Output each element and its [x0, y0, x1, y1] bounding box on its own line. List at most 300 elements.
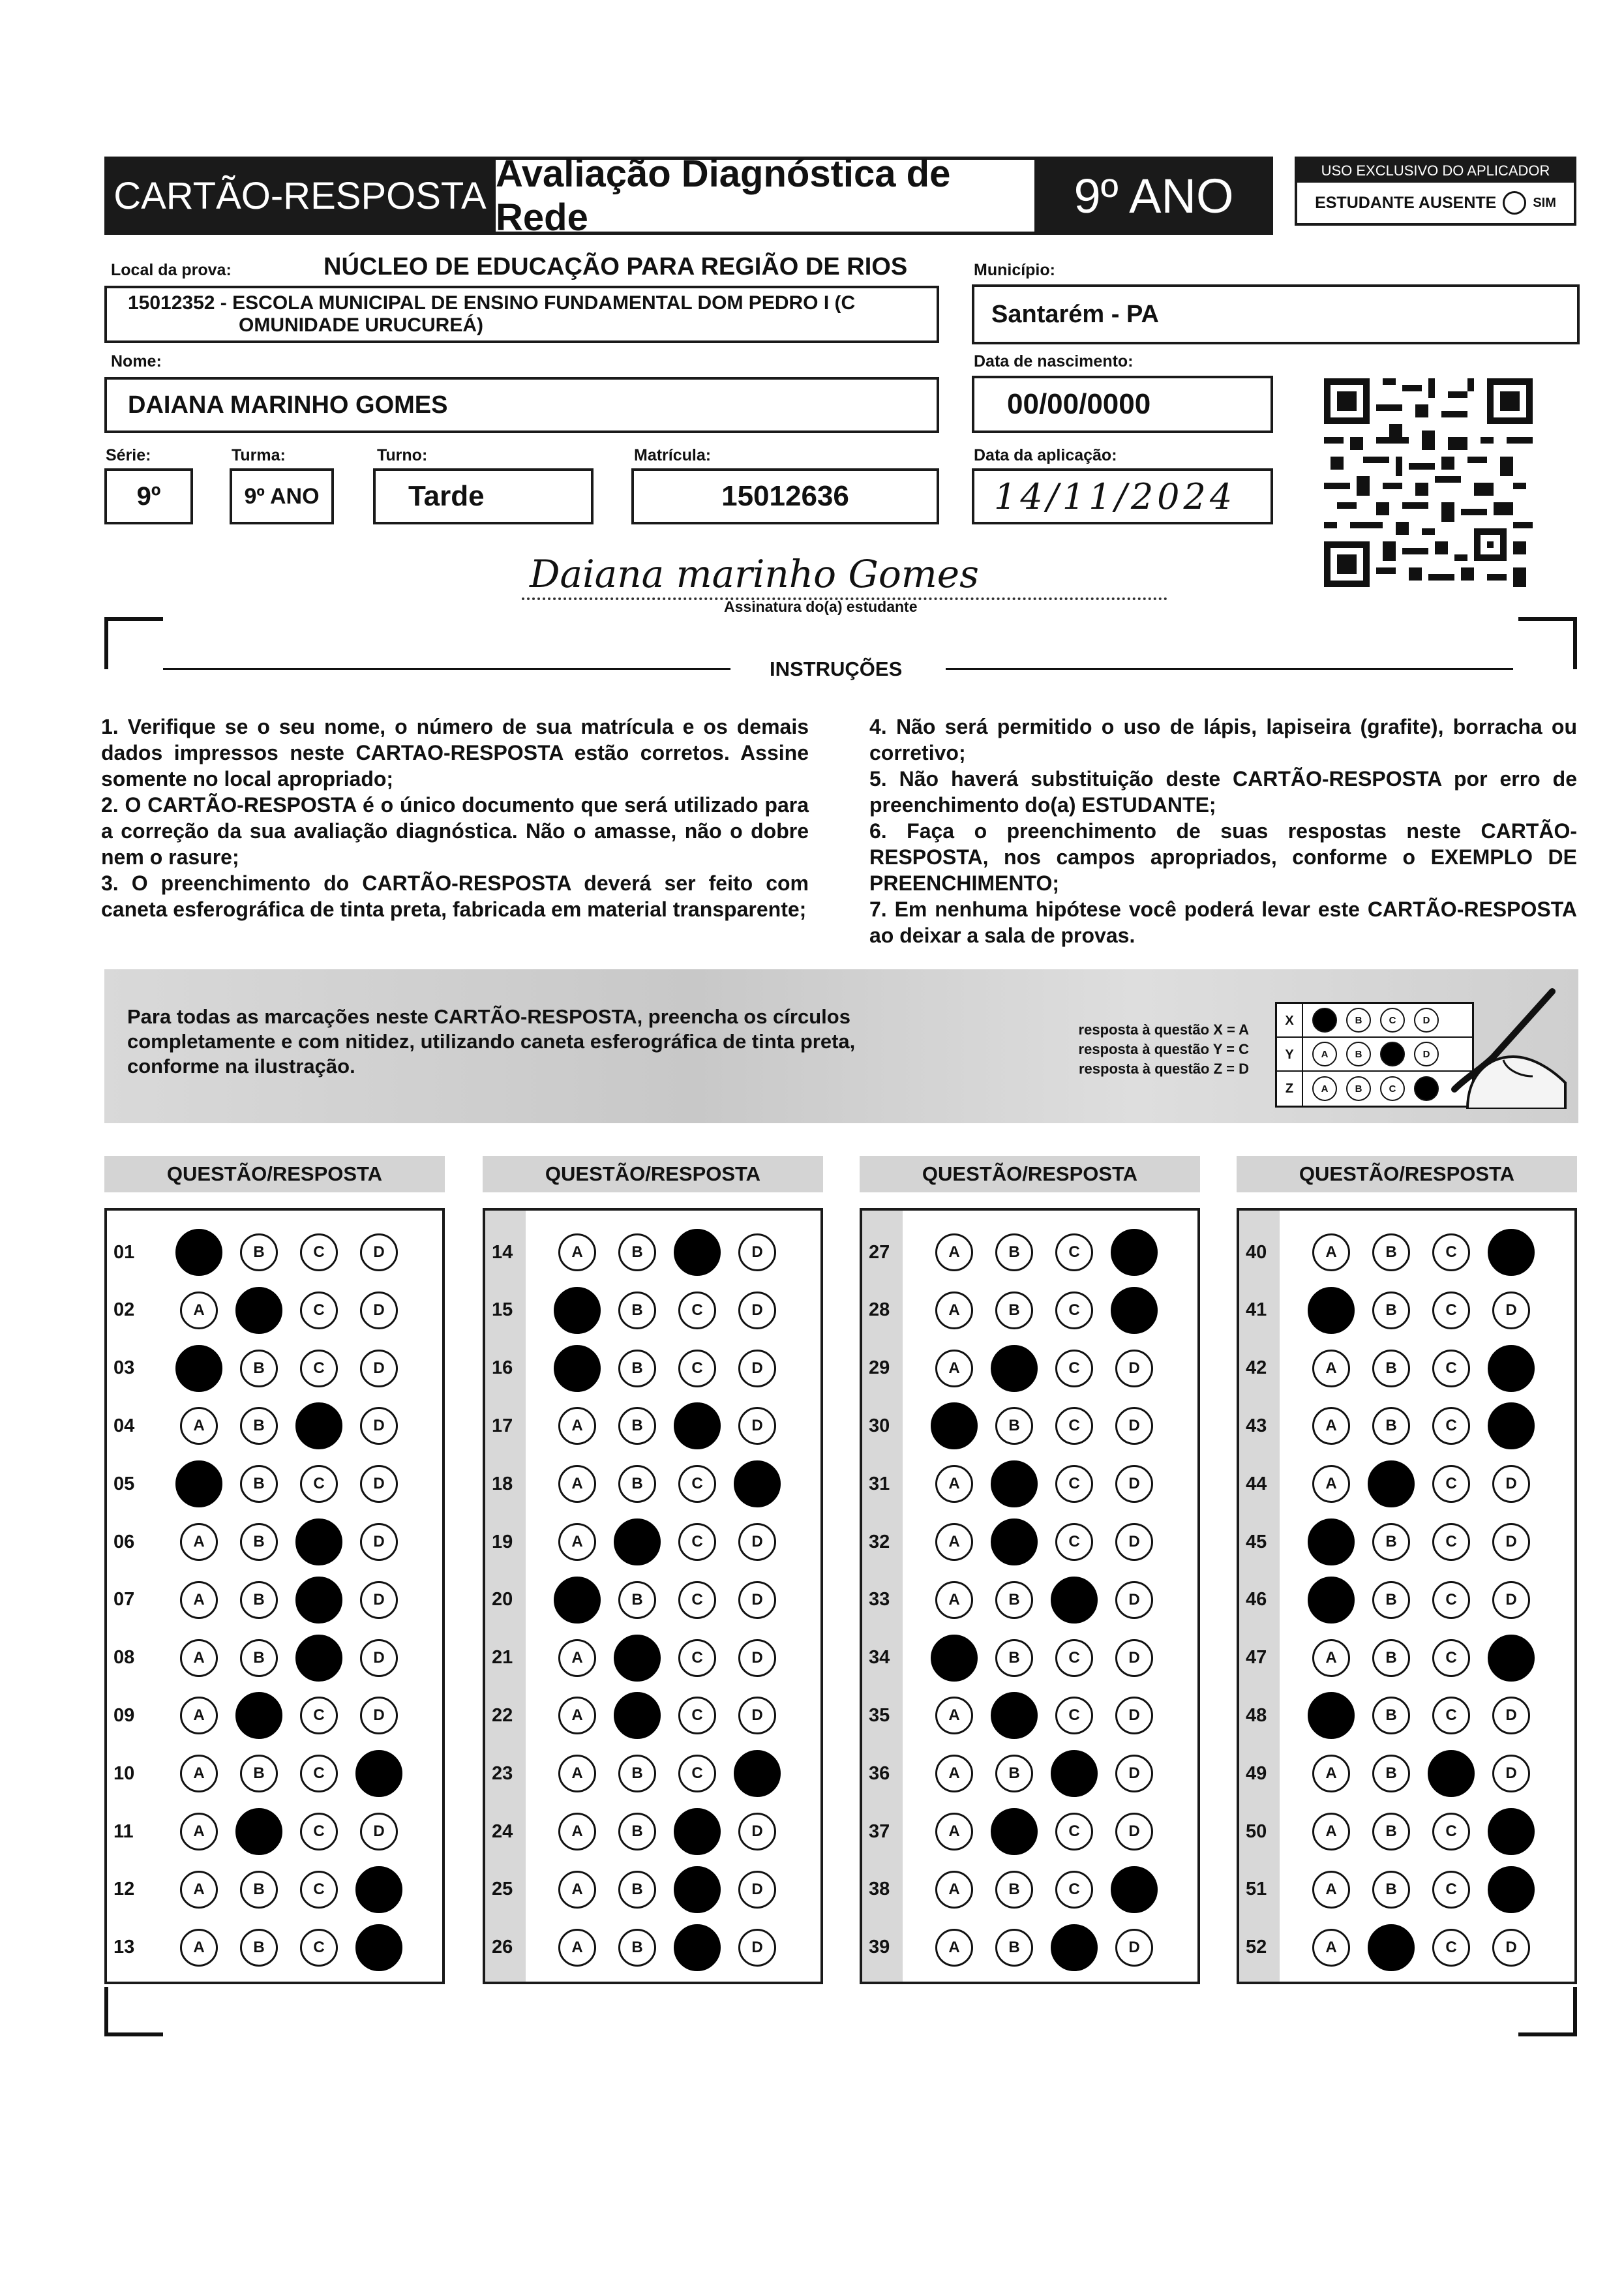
answer-bubble-b[interactable]: B [1372, 1581, 1410, 1619]
answer-bubble-a[interactable]: A [558, 1523, 596, 1561]
answer-bubble-d[interactable]: D [1115, 1407, 1153, 1445]
absent-label: ESTUDANTE AUSENTE [1315, 193, 1497, 212]
answer-bubble-c[interactable]: C [300, 1929, 338, 1967]
answer-bubble-c[interactable]: C [1432, 1639, 1470, 1677]
answer-bubble-b[interactable]: B [995, 1233, 1033, 1271]
answer-bubble-a[interactable] [554, 1287, 601, 1334]
answer-bubble-a[interactable]: A [558, 1697, 596, 1734]
question-number: 06 [113, 1531, 135, 1552]
answer-bubble-d[interactable] [1488, 1345, 1535, 1392]
answer-bubble-b[interactable] [991, 1518, 1038, 1565]
example-line-y: resposta à questão Y = C [1078, 1041, 1249, 1057]
answer-bubble-a[interactable]: A [935, 1581, 973, 1619]
answer-bubble-d[interactable]: D [738, 1813, 776, 1850]
example-line-x: resposta à questão X = A [1078, 1021, 1249, 1038]
answer-bubble-d[interactable]: D [1492, 1929, 1530, 1967]
answer-bubble-d[interactable]: D [1492, 1523, 1530, 1561]
corner-mark-br-v [1573, 1987, 1577, 2036]
answer-bubble-b[interactable]: B [240, 1523, 278, 1561]
question-number: 13 [113, 1937, 135, 1958]
answer-bubble-a[interactable]: A [180, 1755, 218, 1792]
question-number: 32 [869, 1531, 890, 1552]
answer-bubble-c[interactable]: C [300, 1350, 338, 1387]
answer-bubble-c[interactable]: C [1432, 1871, 1470, 1909]
answer-bubble-c[interactable]: C [678, 1350, 716, 1387]
question-row [485, 1233, 798, 1272]
answer-bubble-d[interactable]: D [738, 1871, 776, 1909]
question-number: 12 [113, 1879, 135, 1900]
answer-bubble-c[interactable]: C [1055, 1639, 1093, 1677]
answer-bubble-c[interactable]: C [300, 1813, 338, 1850]
answer-bubble-b[interactable] [991, 1692, 1038, 1739]
answer-bubble-a[interactable]: A [1312, 1233, 1350, 1271]
answer-bubble-a[interactable] [931, 1635, 978, 1682]
answer-bubble-b[interactable] [235, 1808, 282, 1855]
answer-bubble-d[interactable]: D [1492, 1755, 1530, 1792]
answer-bubble-d[interactable] [1111, 1229, 1158, 1276]
signature-label: Assinatura do(a) estudante [724, 598, 918, 615]
question-number: 05 [113, 1473, 135, 1494]
answer-bubble-a[interactable]: A [558, 1639, 596, 1677]
answer-bubble-b[interactable]: B [618, 1581, 656, 1619]
question-number: 34 [869, 1647, 890, 1669]
answer-bubble-d[interactable]: D [1115, 1581, 1153, 1619]
answer-bubble-c[interactable]: C [1055, 1523, 1093, 1561]
answer-bubble-d[interactable] [1488, 1229, 1535, 1276]
answer-bubble-c[interactable] [674, 1229, 721, 1276]
answer-bubble-c[interactable]: C [678, 1639, 716, 1677]
answer-bubble-a[interactable] [1308, 1577, 1355, 1624]
answer-bubble-b[interactable]: B [618, 1292, 656, 1329]
answer-column [1237, 1208, 1577, 1984]
answer-bubble-d[interactable]: D [360, 1697, 398, 1734]
instructions-right [869, 714, 1577, 948]
answer-bubble-a[interactable]: A [1312, 1639, 1350, 1677]
question-row [1239, 1349, 1552, 1388]
absent-checkbox[interactable] [1503, 191, 1526, 215]
question-row [1239, 1928, 1552, 1967]
question-row [862, 1291, 1175, 1330]
question-row [1239, 1870, 1552, 1909]
answer-bubble-b[interactable]: B [240, 1407, 278, 1445]
answer-bubble-c[interactable]: C [1432, 1581, 1470, 1619]
example-bubble: C [1380, 1008, 1405, 1033]
question-row [107, 1928, 420, 1967]
answer-bubble-d[interactable]: D [1115, 1697, 1153, 1734]
answer-bubble-b[interactable]: B [618, 1233, 656, 1271]
nascimento-value: 00/00/0000 [1007, 388, 1151, 420]
question-number: 46 [1246, 1589, 1267, 1610]
question-row [862, 1928, 1175, 1967]
answer-bubble-c[interactable]: C [1055, 1407, 1093, 1445]
answer-bubble-b[interactable]: B [995, 1929, 1033, 1967]
answer-bubble-b[interactable]: B [1372, 1523, 1410, 1561]
answer-bubble-c[interactable]: C [678, 1697, 716, 1734]
question-row [862, 1696, 1175, 1735]
answer-bubble-a[interactable]: A [935, 1871, 973, 1909]
answer-bubble-c[interactable]: C [300, 1465, 338, 1503]
instruction-5: 5. Não haverá substituição deste CARTÃO-RESPOSTA por erro de preenchimento do(a) ESTUDANTE; [869, 767, 1577, 817]
question-number: 19 [492, 1531, 513, 1552]
answer-bubble-a[interactable]: A [935, 1465, 973, 1503]
answer-bubble-a[interactable] [1308, 1692, 1355, 1739]
answer-bubble-d[interactable]: D [1115, 1523, 1153, 1561]
answer-bubble-b[interactable] [1368, 1924, 1415, 1971]
answer-bubble-d[interactable]: D [738, 1523, 776, 1561]
question-row [862, 1754, 1175, 1793]
answer-bubble-d[interactable] [1111, 1866, 1158, 1913]
answer-bubble-a[interactable]: A [558, 1407, 596, 1445]
answer-bubble-d[interactable]: D [360, 1639, 398, 1677]
answer-bubble-c[interactable] [295, 1577, 342, 1624]
answer-bubble-b[interactable] [991, 1345, 1038, 1392]
answer-bubble-d[interactable]: D [738, 1697, 776, 1734]
answer-bubble-d[interactable]: D [360, 1407, 398, 1445]
answer-bubble-c[interactable]: C [300, 1755, 338, 1792]
aplicacao-value: 14/11/2024 [994, 476, 1237, 517]
answer-bubble-b[interactable] [614, 1518, 661, 1565]
answer-bubble-d[interactable]: D [1492, 1465, 1530, 1503]
answer-bubble-d[interactable]: D [1492, 1292, 1530, 1329]
answer-bubble-b[interactable]: B [995, 1292, 1033, 1329]
example-label: Z [1277, 1072, 1303, 1106]
answer-bubble-c[interactable]: C [1055, 1350, 1093, 1387]
question-row [1239, 1639, 1552, 1678]
answer-bubble-d[interactable] [1111, 1287, 1158, 1334]
question-row [1239, 1233, 1552, 1272]
question-number: 31 [869, 1473, 890, 1494]
answer-bubble-a[interactable]: A [1312, 1465, 1350, 1503]
answer-bubble-d[interactable]: D [1492, 1697, 1530, 1734]
answer-bubble-a[interactable]: A [1312, 1755, 1350, 1792]
municipio-value: Santarém - PA [991, 300, 1159, 328]
school-line-1: 15012352 - ESCOLA MUNICIPAL DE ENSINO FUNDAMENTAL DOM PEDRO I (C [128, 292, 856, 314]
answer-bubble-c[interactable] [674, 1402, 721, 1449]
banner-examples-text [1034, 1020, 1249, 1079]
answer-bubble-c[interactable]: C [1432, 1292, 1470, 1329]
question-row [862, 1522, 1175, 1562]
question-number: 07 [113, 1589, 135, 1610]
answer-bubble-b[interactable]: B [618, 1350, 656, 1387]
answer-bubble-a[interactable]: A [935, 1929, 973, 1967]
answer-bubble-c[interactable]: C [300, 1292, 338, 1329]
answer-bubble-a[interactable]: A [180, 1813, 218, 1850]
answer-bubble-c[interactable]: C [300, 1697, 338, 1734]
card-label: CARTÃO-RESPOSTA [104, 157, 496, 235]
question-number: 48 [1246, 1704, 1267, 1726]
answer-bubble-d[interactable] [1488, 1808, 1535, 1855]
answer-bubble-b[interactable] [614, 1635, 661, 1682]
answer-bubble-d[interactable] [734, 1460, 781, 1507]
answer-bubble-a[interactable]: A [558, 1465, 596, 1503]
answer-column [860, 1208, 1200, 1984]
answer-bubble-a[interactable]: A [935, 1755, 973, 1792]
answer-bubble-d[interactable]: D [1492, 1581, 1530, 1619]
answer-bubble-b[interactable] [991, 1460, 1038, 1507]
answer-bubble-b[interactable]: B [1372, 1407, 1410, 1445]
answer-bubble-b[interactable]: B [240, 1350, 278, 1387]
answer-bubble-c[interactable]: C [300, 1871, 338, 1909]
answer-bubble-c[interactable]: C [1432, 1929, 1470, 1967]
answer-bubble-b[interactable]: B [618, 1465, 656, 1503]
answer-bubble-c[interactable] [674, 1866, 721, 1913]
turma-value: 9º ANO [244, 483, 320, 509]
answer-bubble-c[interactable]: C [1055, 1697, 1093, 1734]
answer-bubble-a[interactable]: A [558, 1233, 596, 1271]
answer-bubble-b[interactable]: B [995, 1407, 1033, 1445]
question-row [485, 1812, 798, 1851]
answer-bubble-d[interactable]: D [1115, 1929, 1153, 1967]
answer-bubble-a[interactable]: A [180, 1871, 218, 1909]
answer-bubble-c[interactable] [1051, 1924, 1098, 1971]
answer-bubble-d[interactable] [355, 1750, 402, 1797]
example-label: X [1277, 1004, 1303, 1036]
answer-bubble-c[interactable] [1428, 1750, 1475, 1797]
answer-bubble-a[interactable]: A [935, 1233, 973, 1271]
answer-bubble-a[interactable]: A [180, 1523, 218, 1561]
answer-bubble-d[interactable]: D [360, 1292, 398, 1329]
question-number: 40 [1246, 1241, 1267, 1263]
question-number: 44 [1246, 1473, 1267, 1494]
answer-bubble-c[interactable] [1051, 1750, 1098, 1797]
question-row [107, 1233, 420, 1272]
question-row [485, 1639, 798, 1678]
answer-bubble-d[interactable] [1488, 1866, 1535, 1913]
answer-bubble-c[interactable]: C [1055, 1233, 1093, 1271]
answer-bubble-c[interactable]: C [1432, 1697, 1470, 1734]
question-number: 04 [113, 1415, 135, 1436]
answer-bubble-c[interactable]: C [1432, 1407, 1470, 1445]
answer-bubble-c[interactable]: C [678, 1292, 716, 1329]
answer-bubble-b[interactable]: B [240, 1639, 278, 1677]
answer-bubble-c[interactable]: C [1432, 1233, 1470, 1271]
signature[interactable]: Daiana marinho Gomes [530, 552, 979, 596]
answer-bubble-c[interactable] [674, 1924, 721, 1971]
answer-bubble-a[interactable] [1308, 1287, 1355, 1334]
instruction-4: 4. Não será permitido o uso de lápis, lapiseira (grafite), borracha ou corretivo; [869, 715, 1577, 764]
question-number: 03 [113, 1357, 135, 1379]
answer-bubble-a[interactable] [554, 1577, 601, 1624]
question-number: 43 [1246, 1415, 1267, 1436]
question-row [485, 1754, 798, 1793]
answer-bubble-b[interactable]: B [618, 1929, 656, 1967]
answer-bubble-d[interactable]: D [738, 1929, 776, 1967]
answer-bubble-a[interactable]: A [180, 1929, 218, 1967]
column-header: QUESTÃO/RESPOSTA [860, 1156, 1200, 1192]
question-number: 08 [113, 1647, 135, 1669]
answer-bubble-b[interactable]: B [1372, 1292, 1410, 1329]
answer-bubble-d[interactable]: D [1115, 1465, 1153, 1503]
answer-bubble-a[interactable]: A [935, 1813, 973, 1850]
answer-bubble-c[interactable]: C [1432, 1350, 1470, 1387]
answer-bubble-a[interactable]: A [1312, 1871, 1350, 1909]
answer-bubble-a[interactable]: A [558, 1813, 596, 1850]
answer-bubble-a[interactable]: A [558, 1929, 596, 1967]
answer-bubble-d[interactable] [1488, 1402, 1535, 1449]
answer-bubble-b[interactable]: B [1372, 1697, 1410, 1734]
answer-bubble-b[interactable] [1368, 1460, 1415, 1507]
question-row [107, 1291, 420, 1330]
example-bubble: D [1414, 1008, 1439, 1033]
answer-bubble-c[interactable]: C [678, 1523, 716, 1561]
answer-bubble-d[interactable]: D [1115, 1639, 1153, 1677]
answer-bubble-b[interactable] [614, 1692, 661, 1739]
answer-bubble-c[interactable]: C [300, 1233, 338, 1271]
example-label: Y [1277, 1038, 1303, 1070]
turma-field [230, 468, 334, 524]
answer-bubble-c[interactable]: C [678, 1465, 716, 1503]
answer-bubble-d[interactable]: D [1115, 1350, 1153, 1387]
column-header: QUESTÃO/RESPOSTA [483, 1156, 823, 1192]
answer-bubble-c[interactable]: C [1055, 1813, 1093, 1850]
answer-bubble-d[interactable] [734, 1750, 781, 1797]
question-number: 39 [869, 1937, 890, 1958]
answer-bubble-a[interactable]: A [558, 1755, 596, 1792]
answer-bubble-d[interactable]: D [738, 1233, 776, 1271]
answer-bubble-a[interactable] [175, 1460, 222, 1507]
answer-bubble-b[interactable]: B [240, 1465, 278, 1503]
answer-bubble-b[interactable]: B [995, 1639, 1033, 1677]
answer-bubble-d[interactable]: D [1115, 1813, 1153, 1850]
answer-bubble-c[interactable] [1051, 1577, 1098, 1624]
answer-bubble-a[interactable]: A [180, 1581, 218, 1619]
answer-bubble-d[interactable]: D [360, 1233, 398, 1271]
answer-bubble-c[interactable]: C [678, 1755, 716, 1792]
question-number: 09 [113, 1704, 135, 1726]
answer-bubble-b[interactable]: B [618, 1755, 656, 1792]
question-number: 14 [492, 1241, 513, 1263]
question-number: 50 [1246, 1820, 1267, 1842]
answer-bubble-d[interactable] [1488, 1635, 1535, 1682]
answer-bubble-c[interactable]: C [1432, 1813, 1470, 1850]
answer-bubble-b[interactable]: B [240, 1755, 278, 1792]
answer-bubble-a[interactable]: A [180, 1407, 218, 1445]
answer-bubble-b[interactable]: B [995, 1871, 1033, 1909]
question-number: 37 [869, 1820, 890, 1842]
question-number: 27 [869, 1241, 890, 1263]
matricula-field [631, 468, 939, 524]
answer-bubble-c[interactable]: C [1055, 1292, 1093, 1329]
question-row [107, 1580, 420, 1620]
answer-bubble-c[interactable]: C [1055, 1465, 1093, 1503]
answer-bubble-d[interactable]: D [738, 1292, 776, 1329]
answer-bubble-a[interactable]: A [180, 1639, 218, 1677]
answer-bubble-c[interactable] [295, 1635, 342, 1682]
answer-bubble-a[interactable]: A [180, 1292, 218, 1329]
instructions-left [101, 714, 809, 922]
answer-bubble-d[interactable] [355, 1866, 402, 1913]
example-bubble: B [1346, 1008, 1371, 1033]
answer-bubble-b[interactable]: B [1372, 1871, 1410, 1909]
answer-bubble-d[interactable]: D [738, 1407, 776, 1445]
answer-bubble-a[interactable]: A [1312, 1350, 1350, 1387]
corner-mark-br [1518, 2032, 1577, 2036]
answer-bubble-b[interactable]: B [618, 1813, 656, 1850]
answer-bubble-b[interactable] [991, 1808, 1038, 1855]
answer-bubble-a[interactable] [1308, 1518, 1355, 1565]
answer-bubble-a[interactable]: A [180, 1697, 218, 1734]
question-row [107, 1870, 420, 1909]
answer-bubble-b[interactable] [235, 1692, 282, 1739]
answer-bubble-c[interactable]: C [678, 1581, 716, 1619]
answer-bubble-d[interactable]: D [738, 1350, 776, 1387]
answer-bubble-c[interactable] [295, 1402, 342, 1449]
answer-bubble-b[interactable]: B [1372, 1639, 1410, 1677]
question-number: 26 [492, 1937, 513, 1958]
school-field [104, 286, 939, 343]
answer-bubble-d[interactable] [355, 1924, 402, 1971]
answer-bubble-b[interactable]: B [618, 1407, 656, 1445]
answer-bubble-d[interactable]: D [360, 1465, 398, 1503]
answer-bubble-d[interactable]: D [360, 1581, 398, 1619]
hand-pen-icon [1441, 978, 1572, 1109]
question-row [1239, 1522, 1552, 1562]
answer-bubble-b[interactable]: B [1372, 1350, 1410, 1387]
answer-bubble-b[interactable]: B [995, 1581, 1033, 1619]
answer-bubble-a[interactable]: A [1312, 1929, 1350, 1967]
answer-bubble-b[interactable]: B [618, 1871, 656, 1909]
answer-bubble-b[interactable]: B [1372, 1813, 1410, 1850]
answer-bubble-a[interactable]: A [935, 1350, 973, 1387]
question-row [862, 1406, 1175, 1445]
question-number: 42 [1246, 1357, 1267, 1379]
answer-bubble-a[interactable]: A [935, 1697, 973, 1734]
answer-bubble-d[interactable]: D [738, 1639, 776, 1677]
answer-bubble-a[interactable]: A [1312, 1813, 1350, 1850]
answer-bubble-a[interactable] [931, 1402, 978, 1449]
answer-bubble-b[interactable]: B [1372, 1233, 1410, 1271]
question-number: 41 [1246, 1299, 1267, 1321]
answer-bubble-a[interactable]: A [935, 1292, 973, 1329]
question-row [485, 1928, 798, 1967]
answer-bubble-c[interactable] [674, 1808, 721, 1855]
question-row [862, 1639, 1175, 1678]
answer-bubble-c[interactable] [295, 1518, 342, 1565]
instruction-3: 3. O preenchimento do CARTÃO-RESPOSTA deverá ser feito com caneta esferográfica de tinta preta, fabricada em material transparente; [101, 871, 809, 921]
answer-bubble-b[interactable]: B [240, 1581, 278, 1619]
answer-bubble-c[interactable]: C [1432, 1465, 1470, 1503]
answer-bubble-c[interactable]: C [1055, 1871, 1093, 1909]
answer-bubble-b[interactable] [235, 1287, 282, 1334]
answer-bubble-d[interactable]: D [1115, 1755, 1153, 1792]
answer-bubble-a[interactable] [554, 1345, 601, 1392]
answer-bubble-b[interactable]: B [240, 1929, 278, 1967]
answer-bubble-d[interactable]: D [360, 1350, 398, 1387]
question-row [107, 1754, 420, 1793]
answer-bubble-a[interactable]: A [558, 1871, 596, 1909]
turma-label: Turma: [232, 446, 286, 464]
answer-bubble-c[interactable]: C [1432, 1523, 1470, 1561]
answer-bubble-a[interactable]: A [1312, 1407, 1350, 1445]
answer-bubble-b[interactable]: B [240, 1871, 278, 1909]
question-row [485, 1349, 798, 1388]
answer-bubble-d[interactable]: D [360, 1523, 398, 1561]
answer-bubble-a[interactable] [175, 1229, 222, 1276]
local-value: NÚCLEO DE EDUCAÇÃO PARA REGIÃO DE RIOS [323, 253, 908, 280]
question-row [1239, 1754, 1552, 1793]
corner-mark-bl [104, 2032, 163, 2036]
question-row [485, 1580, 798, 1620]
answer-bubble-b[interactable]: B [1372, 1755, 1410, 1792]
answer-bubble-b[interactable]: B [240, 1233, 278, 1271]
answer-bubble-d[interactable]: D [360, 1813, 398, 1850]
qr-code [1324, 378, 1533, 587]
answer-bubble-d[interactable]: D [738, 1581, 776, 1619]
answer-bubble-a[interactable] [175, 1345, 222, 1392]
answer-bubble-a[interactable]: A [935, 1523, 973, 1561]
question-number: 20 [492, 1589, 513, 1610]
answer-bubble-b[interactable]: B [995, 1755, 1033, 1792]
